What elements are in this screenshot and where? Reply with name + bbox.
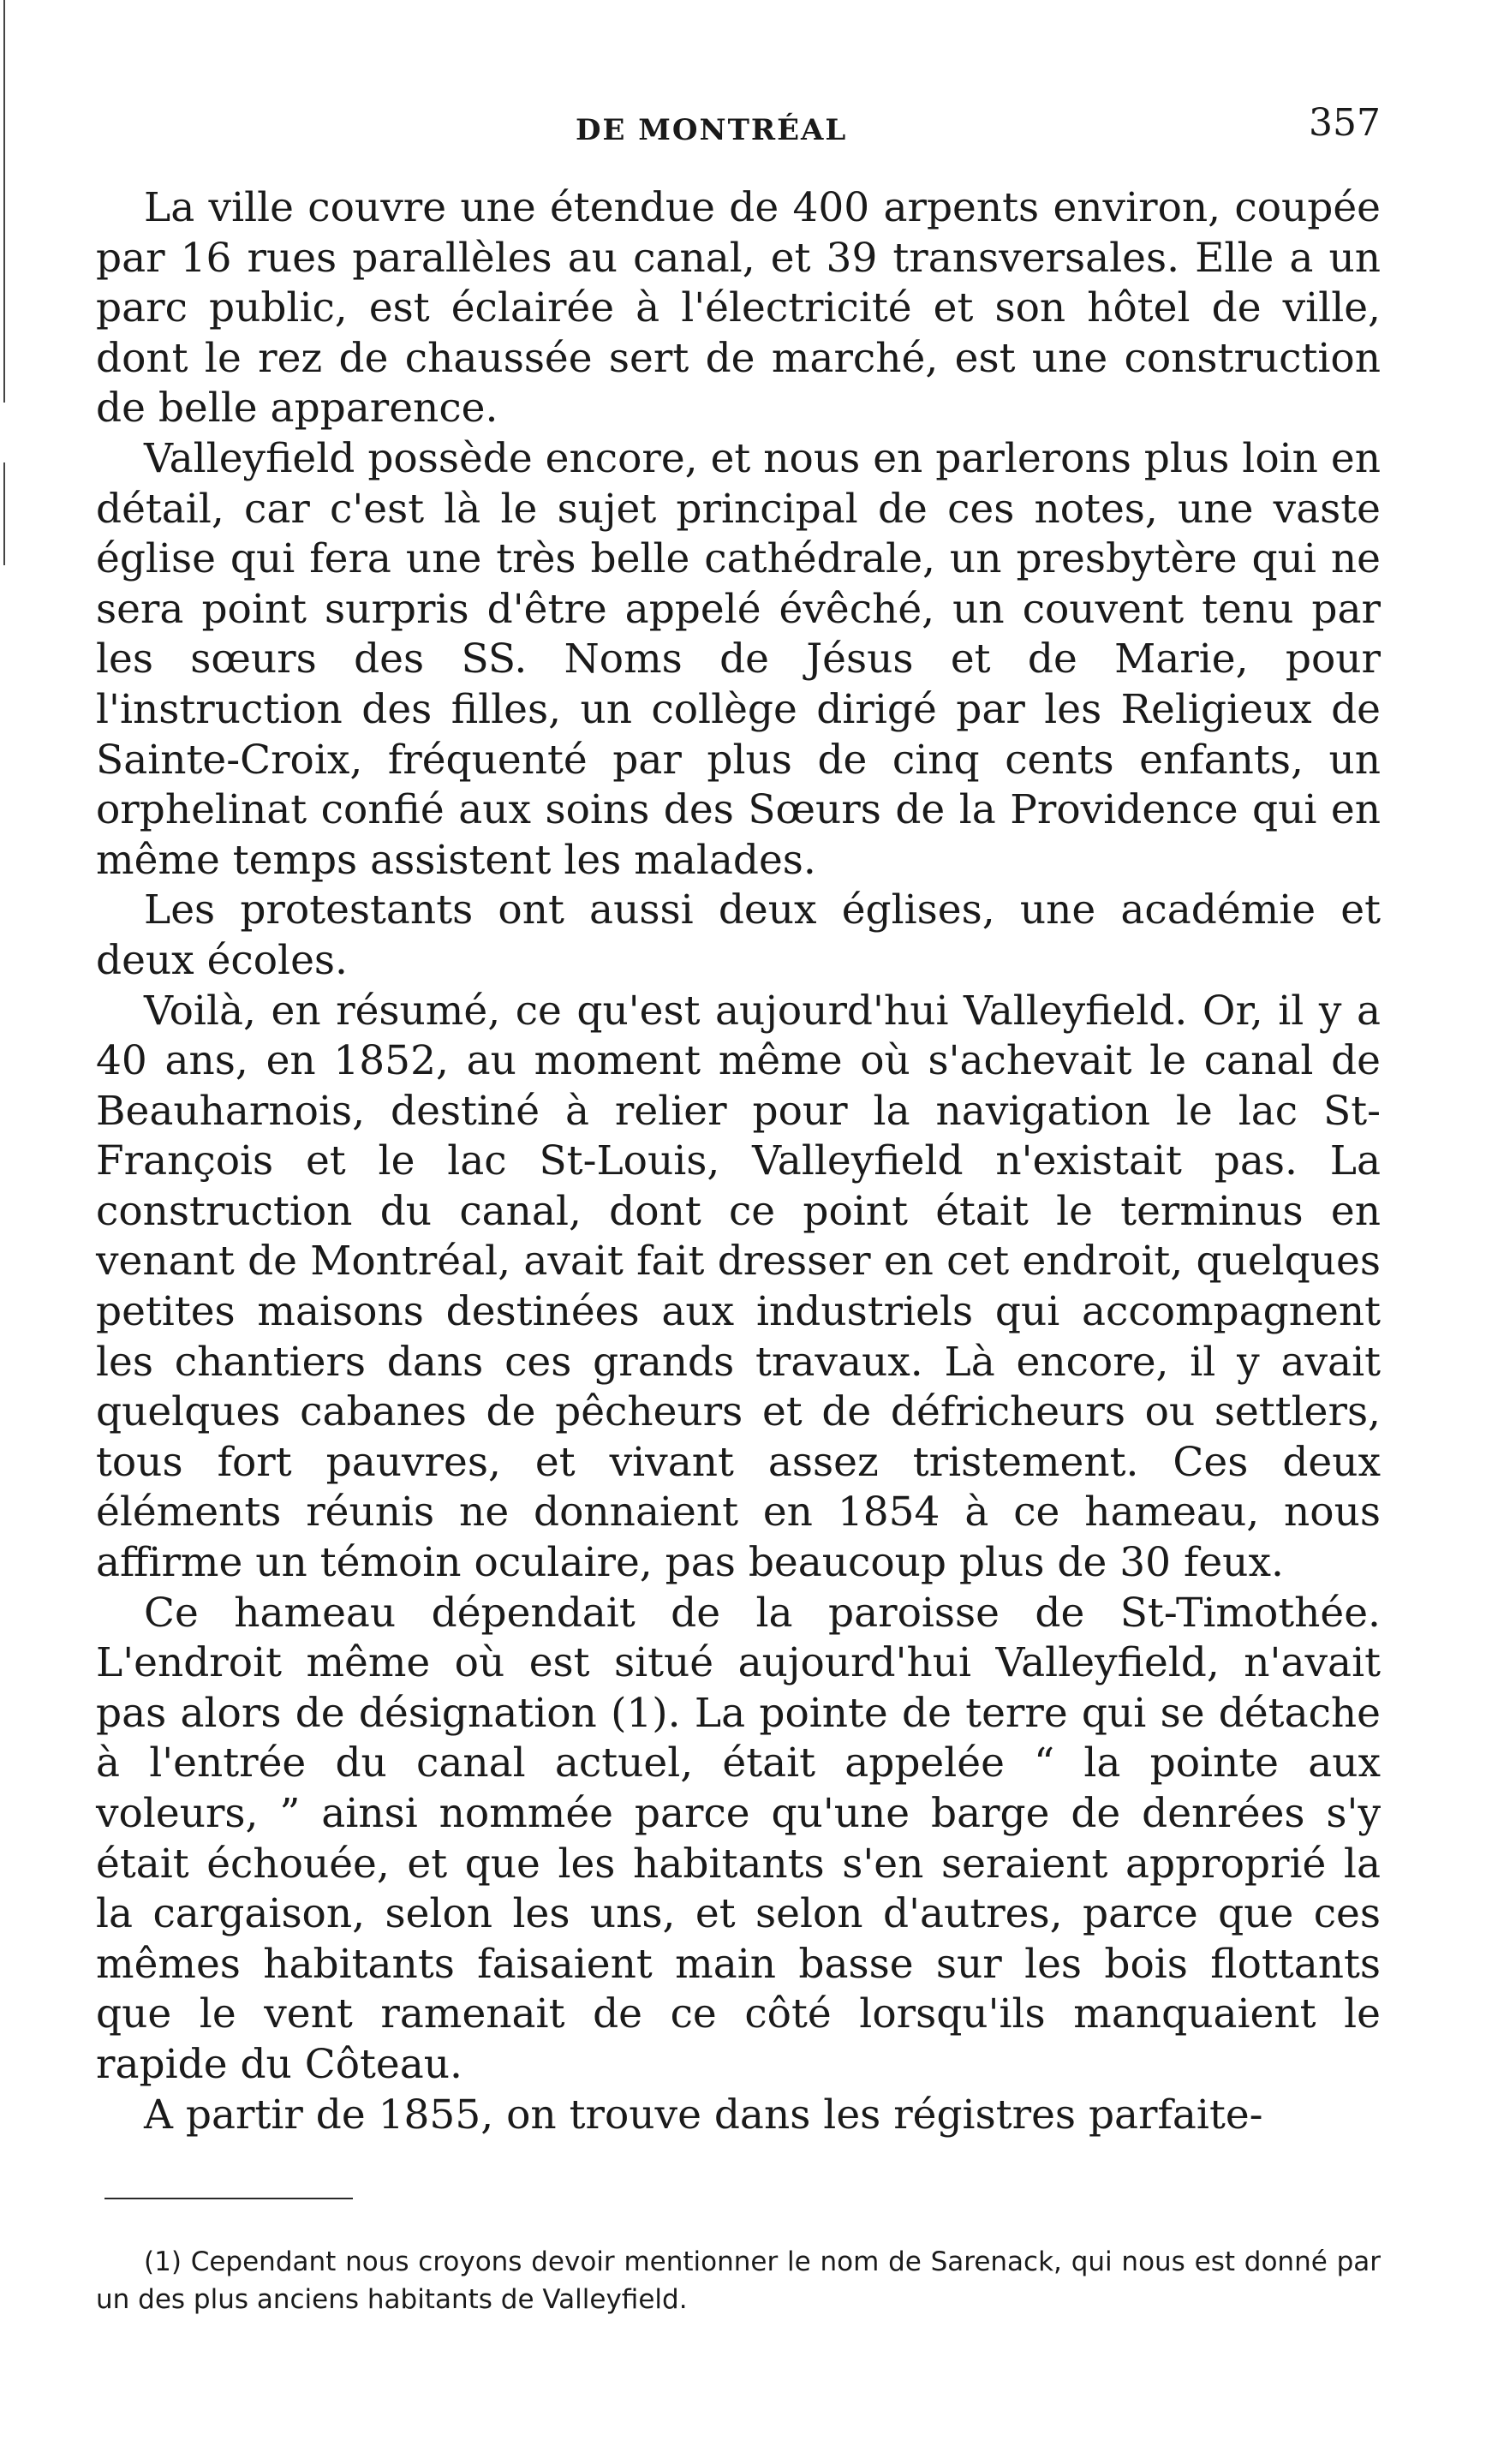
paragraph: Les protestants ont aussi deux églises, une académie et deux écoles.: [96, 886, 1381, 984]
running-head: [96, 96, 1381, 147]
running-title: DE MONTRÉAL: [576, 113, 848, 147]
paragraph: Valleyfield possède encore, et nous en parlerons plus loin en détail, car c'est là le sujet principal de ces notes, une vaste église qui fera une très belle cathédrale, un presbytère qui ne sera point surpris d'être appelé évêché, un couvent tenu par les sœurs des SS. Noms de Jésus et de Marie, pour l'instruction des filles, un collège dirigé par les Religieux de Sainte-Croix, fréquenté par plus de cinq cents enfants, un orphelinat confié aux soins des Sœurs de la Providence qui en même temps assistent les malades.: [96, 434, 1381, 884]
body-text: [96, 183, 1381, 2140]
page-number: 357: [1309, 101, 1381, 145]
paragraph: Voilà, en résumé, ce qu'est aujourd'hui Valleyfield. Or, il y a 40 ans, en 1852, au moment même où s'achevait le canal de Beauharnois, destiné à relier pour la navigation le lac St-François et le lac St-Louis, Valleyfield n'existait pas. La construction du canal, dont ce point était le terminus en venant de Montréal, avait fait dresser en cet endroit, quelques petites maisons destinées aux industriels qui accompagnent les chantiers dans ces grands travaux. Là encore, il y avait quelques cabanes de pêcheurs et de défricheurs ou settlers, tous fort pauvres, et vivant assez tristement. Ces deux éléments réunis ne donnaient en 1854 à ce hameau, nous affirme un témoin oculaire, pas beaucoup plus de 30 feux.: [96, 987, 1381, 1587]
footnote: (1) Cependant nous croyons devoir mentionner le nom de Sarenack, qui nous est donné par un des plus anciens habitants de Valleyfield.: [96, 2246, 1381, 2315]
scan-edge-mark: [3, 462, 5, 565]
paragraph: La ville couvre une étendue de 400 arpents environ, coupée par 16 rues parallèles au canal, et 39 transversales. Elle a un parc public, est éclairée à l'électricité et son hôtel de ville, dont le rez de chaussée sert de marché, est une construction de belle apparence.: [96, 184, 1381, 433]
scan-edge-mark: [3, 0, 5, 403]
paragraph: A partir de 1855, on trouve dans les régistres parfaite-: [144, 2091, 1263, 2139]
paragraph: Ce hameau dépendait de la paroisse de St-Timothée. L'endroit même où est situé aujourd'hui Valleyfield, n'avait pas alors de désignation (1). La pointe de terre qui se détache à l'entrée du canal actuel, était appelée “ la pointe aux voleurs, ” ainsi nommée parce qu'une barge de denrées s'y était échouée, et que les habitants s'en seraient approprié la la cargaison, selon les uns, et selon d'autres, parce que ces mêmes habitants faisaient main basse sur les bois flottants que le vent ramenait de ce côté lorsqu'ils manquaient le rapide du Côteau.: [96, 1589, 1381, 2088]
footnote-divider: [104, 2198, 353, 2199]
